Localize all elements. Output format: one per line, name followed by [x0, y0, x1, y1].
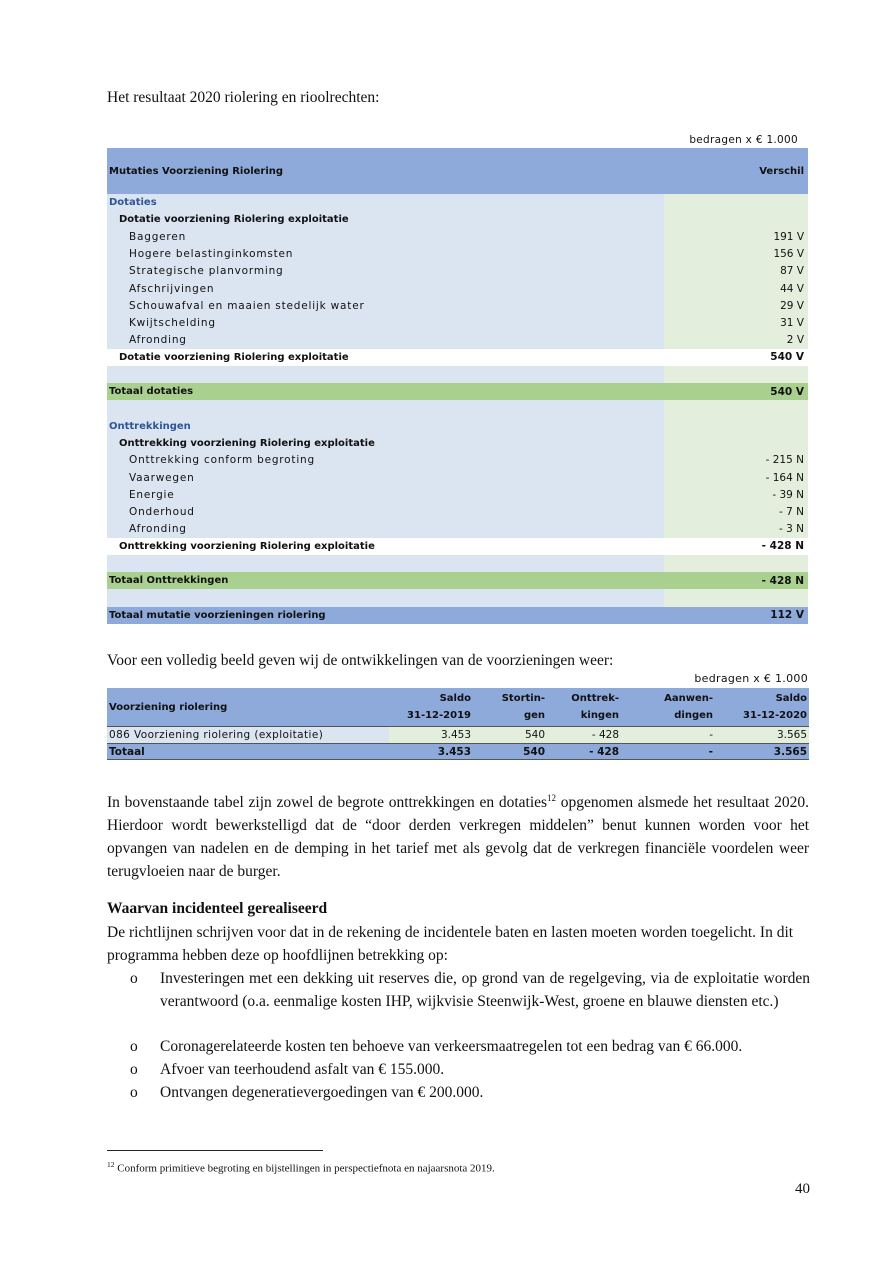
list-item-text: Ontvangen degeneratievergoedingen van € 200.000.	[160, 1084, 484, 1101]
row-value: - 215 N	[664, 452, 808, 469]
total-row: Totaal 3.453 540 - 428 - 3.565	[107, 743, 809, 760]
row-label: Schouwafval en maaien stedelijk water	[107, 297, 664, 314]
row-label: Onttrekking conform begroting	[107, 452, 664, 469]
header-label: Mutaties Voorziening Riolering	[109, 165, 284, 177]
column-header: Saldo 31-12-2020	[743, 693, 807, 721]
spacer-row	[107, 589, 808, 606]
category-row: Dotaties	[107, 194, 808, 211]
unit-note: bedragen x € 1.000	[694, 672, 808, 685]
table-row: 086 Voorziening riolering (exploitatie) 3.453 540 - 428 - 3.565	[107, 726, 809, 743]
column-header: Voorziening riolering	[109, 701, 228, 713]
row-label: Afronding	[107, 521, 664, 538]
row-value: 156 V	[664, 246, 808, 263]
bullet-marker: o	[130, 970, 138, 987]
bullet-marker: o	[130, 1061, 138, 1078]
grand-total-row: Totaal mutatie voorzieningen riolering 112 V	[107, 607, 808, 624]
row-label: Afschrijvingen	[107, 280, 664, 297]
total-row: Totaal dotaties 540 V	[107, 383, 808, 400]
header-value: Verschil	[759, 165, 804, 177]
subcategory-row: Onttrekking voorziening Riolering exploitatie	[107, 435, 808, 452]
row-label: Afronding	[107, 332, 664, 349]
table-row	[107, 280, 808, 297]
subtotal-row: Onttrekking voorziening Riolering exploitatie - 428 N	[107, 538, 808, 555]
list-item-text: Coronagerelateerde kosten ten behoeve van verkeersmaatregelen tot een bedrag van € 66.000.	[160, 1038, 743, 1055]
row-value: - 164 N	[664, 469, 808, 486]
table-row	[107, 263, 808, 280]
section-heading: Het resultaat 2020 riolering en rioolrechten:	[107, 89, 380, 106]
spacer-row	[107, 366, 808, 383]
section-title: Waarvan incidenteel gerealiseerd	[107, 900, 328, 917]
table-header-row	[107, 688, 809, 726]
row-label: Energie	[107, 486, 664, 503]
list-item	[130, 967, 810, 1013]
row-value: 87 V	[664, 263, 808, 280]
voorziening-table	[107, 688, 809, 760]
column-header: Saldo 31-12-2019	[407, 693, 471, 721]
body-paragraph: In bovenstaande tabel zijn zowel de begrote onttrekkingen en dotaties$^{12}$ opgenomen alsmede het resultaat 2020. Hierdoor wordt bewerkstelligd dat de “door derden verkregen middelen” benut kunnen worden voor het opvangen van nadelen en de demping in het tarief met als gevolg dat de verkregen financiële voordelen weer terugvloeien naar de burger.	[107, 793, 809, 881]
row-value: 31 V	[664, 314, 808, 331]
footnote: $^{12}$ Conform primitieve begroting en bijstellingen in perspectiefnota en najaarsnota 2019.	[107, 1160, 495, 1175]
table-row	[107, 228, 808, 245]
table-header-row	[107, 148, 808, 194]
body-paragraph: De richtlijnen schrijven voor dat in de rekening de incidentele baten en lasten moeten worden toegelicht. In dit programma hebben deze op hoofdlijnen betrekking op:	[107, 924, 794, 964]
row-label: Strategische planvorming	[107, 263, 664, 280]
table-row	[107, 297, 808, 314]
mutaties-table	[107, 148, 808, 624]
footnote-ref: 12	[547, 793, 557, 803]
row-label: Hogere belastinginkomsten	[107, 246, 664, 263]
subtotal-row: Dotatie voorziening Riolering exploitatie 540 V	[107, 349, 808, 366]
total-row: Totaal Onttrekkingen - 428 N	[107, 572, 808, 589]
intro-paragraph: Voor een volledig beeld geven wij de ontwikkelingen van de voorzieningen weer:	[107, 652, 614, 669]
list-item	[130, 1058, 810, 1081]
row-label: Vaarwegen	[107, 469, 664, 486]
category-row: Onttrekkingen	[107, 417, 808, 434]
bullet-marker: o	[130, 1084, 138, 1101]
table-row	[107, 503, 808, 520]
row-label: Baggeren	[107, 228, 664, 245]
list-item-text: Afvoer van teerhoudend asfalt van € 155.000.	[160, 1061, 445, 1078]
unit-note: bedragen x € 1.000	[689, 134, 798, 146]
table-row	[107, 246, 808, 263]
row-value: 2 V	[664, 332, 808, 349]
table-row	[107, 521, 808, 538]
row-value: - 39 N	[664, 486, 808, 503]
bullet-marker: o	[130, 1038, 138, 1055]
table-row	[107, 332, 808, 349]
row-label: Kwijtschelding	[107, 314, 664, 331]
column-header: Onttrek- kingen	[571, 693, 619, 721]
table-row	[107, 452, 808, 469]
row-label: Onderhoud	[107, 503, 664, 520]
column-header: Stortin- gen	[501, 693, 545, 721]
footnote-divider	[107, 1150, 323, 1151]
spacer-row	[107, 555, 808, 572]
table-row	[107, 486, 808, 503]
page-number: 40	[795, 1181, 810, 1197]
list-item	[130, 1081, 810, 1104]
table-row	[107, 314, 808, 331]
table-row	[107, 469, 808, 486]
row-value: 44 V	[664, 280, 808, 297]
row-value: - 3 N	[664, 521, 808, 538]
subcategory-row: Dotatie voorziening Riolering exploitatie	[107, 211, 808, 228]
spacer-row	[107, 400, 808, 417]
column-header: Aanwen- dingen	[664, 693, 713, 721]
list-item	[130, 1035, 810, 1058]
row-value: 29 V	[664, 297, 808, 314]
row-value: - 7 N	[664, 503, 808, 520]
row-value: 191 V	[664, 228, 808, 245]
list-item-text: Investeringen met een dekking uit reserves die, op grond van de regelgeving, via de exploitatie worden verantwoord (o.a. eenmalige kosten IHP, wijkvisie Steenwijk-West, groene en blauwe diensten etc.)	[160, 970, 810, 1010]
